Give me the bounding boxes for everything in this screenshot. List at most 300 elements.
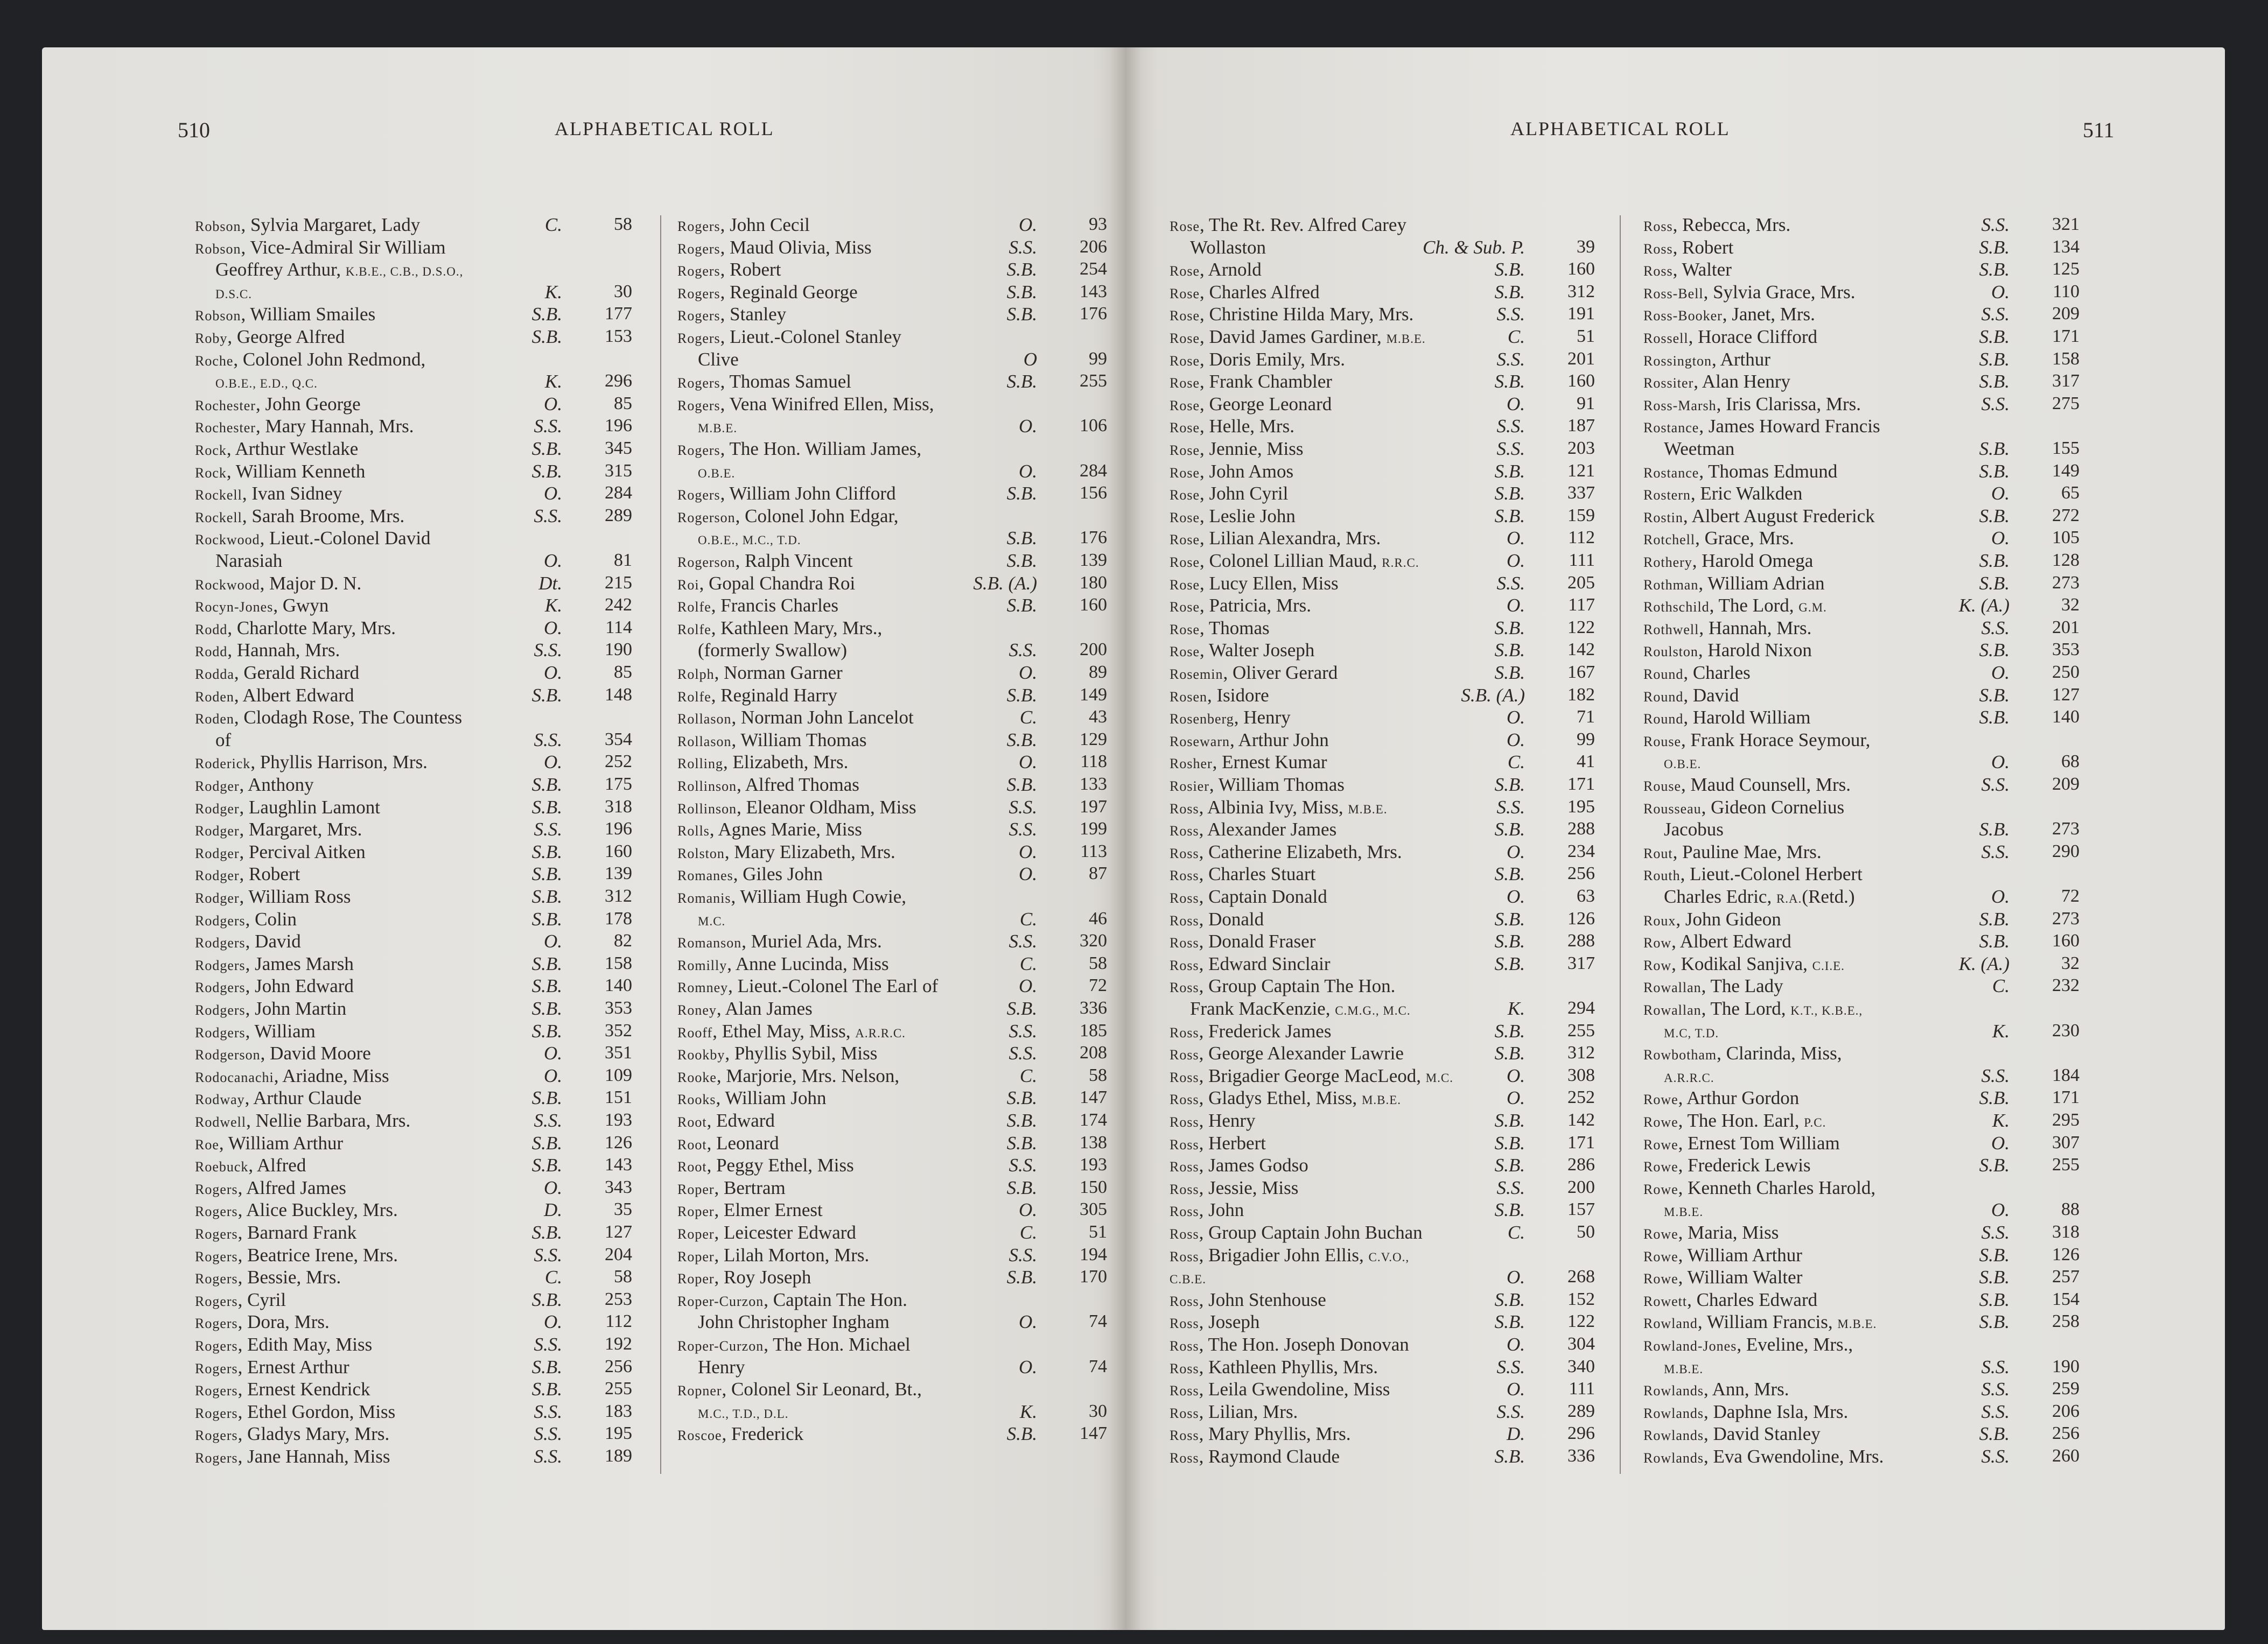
- page-ref: 147: [1080, 1423, 1107, 1444]
- entry-name: [1170, 617, 1270, 639]
- page-ref: 192: [605, 1334, 632, 1354]
- roll-entry: [195, 1357, 632, 1379]
- given-names: , The Hon. Michael: [764, 1334, 911, 1355]
- page-ref: 203: [1567, 438, 1595, 458]
- given-names: , George Leonard: [1200, 393, 1332, 414]
- roll-entry: [195, 931, 632, 953]
- roll-entry: [1170, 259, 1595, 282]
- award-class: O.: [1018, 214, 1037, 235]
- surname: Rostin: [1643, 509, 1683, 525]
- entry-name: [195, 909, 297, 930]
- page-ref: 65: [2061, 483, 2080, 503]
- page-ref: 87: [1089, 863, 1107, 884]
- entry-name: [1170, 797, 1387, 818]
- page-ref: 41: [1577, 751, 1595, 772]
- roll-entry: [677, 483, 1107, 505]
- given-names: , Colonel John Redmond,: [233, 348, 426, 370]
- entry-name: [677, 1245, 869, 1266]
- roll-entry: [1170, 1267, 1595, 1289]
- roll-entry: [1643, 819, 2080, 841]
- entry-name: [677, 1177, 786, 1199]
- surname: Rolph: [677, 666, 715, 682]
- surname: Rose: [1170, 644, 1200, 660]
- roll-entry: [677, 953, 1107, 976]
- page-ref: 93: [1089, 214, 1107, 234]
- award-class: O.: [1018, 975, 1037, 997]
- entry-name: [195, 304, 375, 325]
- page-ref: 106: [1080, 416, 1107, 436]
- entry-name: [1170, 1065, 1453, 1087]
- entry-name: [1170, 1110, 1256, 1132]
- entry-name: [677, 1334, 911, 1355]
- roll-entry: [1643, 505, 2080, 528]
- surname: Rosemin: [1170, 666, 1223, 682]
- award-class: S.B.: [1494, 662, 1525, 683]
- surname: Rock: [195, 442, 227, 458]
- entry-name: [1643, 1155, 1811, 1176]
- honours: M.B.E.: [1386, 332, 1426, 346]
- award-class: O.: [1506, 841, 1525, 862]
- roll-entry: [1643, 438, 2080, 461]
- surname: Ross: [1170, 823, 1199, 839]
- roll-entry: [1643, 1110, 2080, 1133]
- award-class: C.: [1507, 751, 1525, 773]
- roll-entry: [195, 685, 632, 707]
- given-names: , Elmer Ernest: [714, 1199, 823, 1221]
- entry-name: [677, 528, 801, 549]
- roll-entry: [1170, 1110, 1595, 1133]
- roll-entry: [1170, 819, 1595, 841]
- surname: Romanson: [677, 935, 742, 951]
- entry-name: [677, 886, 906, 908]
- given-names: , Thomas Edmund: [1699, 460, 1838, 482]
- award-class: S.B.: [531, 1289, 562, 1310]
- roll-entry: [1643, 1065, 2080, 1088]
- award-class: Dt.: [538, 572, 562, 594]
- page-ref: 180: [1080, 572, 1107, 593]
- given-names: , William Adrian: [1698, 572, 1825, 594]
- roll-entry: [677, 863, 1107, 886]
- entry-name: [677, 662, 843, 684]
- roll-entry: [677, 1379, 1107, 1401]
- entry-name: [1170, 282, 1320, 303]
- honours: M.C.: [698, 914, 726, 928]
- award-class: C.: [1019, 707, 1037, 728]
- surname: Rossiter: [1643, 375, 1694, 391]
- award-class: S.B.: [1494, 460, 1525, 482]
- entry-name: [195, 505, 404, 527]
- surname: Rodger: [195, 890, 240, 906]
- surname: Rogers: [677, 219, 720, 234]
- surname: Rogers: [677, 241, 720, 257]
- entry-name: [677, 1401, 789, 1423]
- entry-name: [677, 1222, 856, 1243]
- page-ref: 308: [1567, 1065, 1595, 1085]
- given-names: , Clodagh Rose, The Countess: [234, 707, 463, 728]
- page-ref: 63: [1577, 886, 1595, 906]
- entry-name: [1170, 729, 1329, 751]
- roll-entry: [1170, 1043, 1595, 1065]
- award-class: S.B.: [531, 886, 562, 907]
- entry-name: [677, 617, 882, 639]
- page-ref: 156: [1080, 483, 1107, 503]
- roll-entry: [1643, 483, 2080, 505]
- roll-entry: [1170, 1065, 1595, 1088]
- award-class: S.B.: [1494, 1043, 1525, 1064]
- surname: Rostern: [1643, 487, 1691, 503]
- given-names: , Frederick: [722, 1423, 804, 1445]
- entry-name: [677, 774, 859, 796]
- given-names: , Walter Joseph: [1200, 640, 1315, 661]
- surname: Rooff: [677, 1024, 713, 1041]
- page-ref: 143: [1080, 281, 1107, 301]
- roll-entry: [1643, 1357, 2080, 1379]
- entry-name: [677, 259, 781, 280]
- award-class: S.S.: [534, 729, 562, 750]
- award-class: S.B.: [1006, 1087, 1037, 1109]
- award-class: C.: [1019, 908, 1037, 930]
- surname: Rogers: [677, 442, 720, 458]
- roll-entry: [1643, 975, 2080, 998]
- entry-name: [195, 751, 428, 773]
- surname: Rouse: [1643, 778, 1681, 794]
- surname: Rollinson: [677, 800, 737, 817]
- roll-entry: [677, 662, 1107, 685]
- given-names: , Lieut.-Colonel Stanley: [720, 326, 901, 347]
- surname: Roper: [677, 1271, 715, 1287]
- page-ref: 190: [605, 640, 632, 660]
- roll-entry: [1170, 1021, 1595, 1043]
- surname: Ross-Marsh: [1643, 397, 1717, 413]
- award-class: S.S.: [1009, 1244, 1037, 1266]
- surname: Ross: [1170, 1181, 1199, 1197]
- entry-name: [195, 998, 346, 1020]
- award-class: S.B.: [1979, 684, 2010, 706]
- page-ref: 336: [1567, 1446, 1595, 1466]
- entry-name: [1643, 416, 1880, 437]
- award-class: S.B.: [1494, 953, 1525, 974]
- given-names: , James Marsh: [245, 953, 354, 974]
- roll-entry: [1643, 394, 2080, 416]
- roll-entry: [1643, 841, 2080, 864]
- page-ref: 134: [2052, 236, 2080, 257]
- surname: Rostance: [1643, 420, 1699, 436]
- given-names: , Francis Charles: [711, 595, 838, 616]
- page-ref: 200: [1080, 640, 1107, 660]
- surname: Rogers: [195, 1405, 238, 1421]
- given-names: , James Howard Francis: [1699, 416, 1880, 437]
- roll-entry: [1170, 1446, 1595, 1469]
- surname: Roper-Curzon: [677, 1293, 764, 1309]
- page-ref: 307: [2052, 1132, 2080, 1153]
- page-ref: 312: [1567, 1043, 1595, 1063]
- given-names: , Jessie, Miss: [1199, 1177, 1299, 1198]
- page-ref: 196: [605, 416, 632, 436]
- page-ref: 253: [605, 1289, 632, 1309]
- entry-name: [677, 573, 855, 594]
- page-ref: 155: [2052, 438, 2080, 458]
- entry-name: [677, 1110, 775, 1132]
- page-ref: 289: [605, 505, 632, 525]
- page-ref: 72: [2061, 886, 2080, 906]
- surname: Rochester: [195, 397, 256, 413]
- given-names: , Horace Clifford: [1688, 326, 1817, 347]
- award-class: K. (A.): [1958, 953, 2010, 974]
- entry-name: [195, 1021, 316, 1042]
- given-names: , Rebecca, Mrs.: [1672, 214, 1791, 235]
- surname: Roper: [677, 1248, 715, 1264]
- surname: Ross: [1170, 980, 1199, 996]
- page-ref: 190: [2052, 1356, 2080, 1376]
- entry-name: [677, 461, 735, 482]
- given-names: , Vice-Admiral Sir William: [241, 236, 446, 258]
- given-names: , Walter: [1672, 259, 1732, 280]
- page-ref: 200: [1567, 1177, 1595, 1197]
- surname: Roper: [677, 1226, 715, 1242]
- page-ref: 354: [605, 729, 632, 749]
- surname: Rodgers: [195, 957, 246, 973]
- given-names: , Beatrice Irene, Mrs.: [237, 1244, 398, 1266]
- roll-entry: [1643, 774, 2080, 797]
- given-names: , Maria, Miss: [1678, 1222, 1779, 1243]
- surname: Round: [1643, 688, 1684, 705]
- page-ref: 321: [2052, 214, 2080, 234]
- surname: Rochester: [195, 420, 256, 436]
- given-names: , Christine Hilda Mary, Mrs.: [1200, 304, 1414, 325]
- entry-name: [1170, 1043, 1404, 1064]
- entry-name: [195, 841, 366, 863]
- roll-entry: [677, 438, 1107, 461]
- entry-name: [195, 1133, 343, 1154]
- surname: Rookby: [677, 1047, 725, 1063]
- roll-entry: [677, 1021, 1107, 1043]
- roll-entry: [1643, 1311, 2080, 1334]
- surname: Rowe: [1643, 1092, 1678, 1108]
- page-ref: 32: [2061, 953, 2080, 973]
- award-class: K.: [1019, 1401, 1037, 1422]
- page-ref: 260: [2052, 1446, 2080, 1466]
- entry-name: [677, 1199, 823, 1221]
- surname: Ross: [1170, 1159, 1199, 1175]
- given-names: , Kodikal Sanjiva,: [1671, 953, 1812, 974]
- award-class: O.: [543, 483, 562, 504]
- given-names: , John Stenhouse: [1199, 1289, 1326, 1310]
- page-ref: 272: [2052, 505, 2080, 525]
- page-ref: 273: [2052, 908, 2080, 929]
- award-class: C.: [544, 1267, 562, 1288]
- entry-name: [677, 483, 896, 504]
- page-ref: 205: [1567, 572, 1595, 593]
- award-class: O.: [1506, 528, 1525, 549]
- surname: Rogers: [677, 331, 720, 346]
- roll-entry: [1643, 886, 2080, 909]
- page-ref: 88: [2061, 1199, 2080, 1220]
- award-class: S.B.: [1494, 640, 1525, 661]
- page-ref: 174: [1080, 1110, 1107, 1130]
- surname: Rose: [1170, 442, 1200, 458]
- roll-entry: [1643, 640, 2080, 662]
- award-class: O: [1023, 348, 1037, 370]
- roll-entry: [1643, 1379, 2080, 1401]
- page-ref: 139: [605, 863, 632, 884]
- given-names: , Ethel May, Miss,: [712, 1020, 856, 1042]
- entry-name: [1643, 1245, 1802, 1266]
- page-ref: 284: [605, 483, 632, 503]
- page-ref: 201: [2052, 617, 2080, 637]
- page-ref: 315: [605, 460, 632, 481]
- page-ref: 345: [605, 438, 632, 458]
- given-names: , The Lord,: [1709, 595, 1799, 616]
- award-class: O.: [1018, 416, 1037, 437]
- given-names: , Grace, Mrs.: [1695, 528, 1794, 549]
- surname: Ross: [1170, 912, 1199, 929]
- award-class: S.S.: [1496, 304, 1525, 325]
- given-names: , William Thomas: [1209, 774, 1345, 795]
- surname: Rockwood: [195, 577, 260, 593]
- entry-name: [1170, 953, 1331, 975]
- roll-entry: [195, 1021, 632, 1043]
- surname: Ross: [1170, 890, 1199, 906]
- roll-entry: [195, 1379, 632, 1401]
- award-class: O.: [1991, 281, 2010, 303]
- page-ref: 117: [1568, 595, 1595, 615]
- given-names: , Albert August Frederick: [1683, 505, 1875, 526]
- honours: M.B.E.: [1837, 1317, 1877, 1331]
- roll-entry: [195, 349, 632, 371]
- award-class: S.B.: [1006, 1132, 1037, 1154]
- award-class: S.B.: [1979, 460, 2010, 482]
- page-ref: 352: [605, 1020, 632, 1041]
- page-ref: 160: [1567, 259, 1595, 279]
- award-class: K.: [544, 281, 562, 303]
- roll-entry: [677, 1133, 1107, 1155]
- surname: Romilly: [677, 957, 727, 973]
- page-ref: 160: [2052, 931, 2080, 951]
- entry-name: [1643, 1199, 1703, 1221]
- roll-entry: [1170, 573, 1595, 595]
- roll-entry: [195, 1245, 632, 1267]
- surname: Rothman: [1643, 577, 1699, 593]
- surname: Root: [677, 1159, 707, 1175]
- award-class: S.B.: [1494, 483, 1525, 504]
- surname: Rodgers: [195, 1024, 246, 1041]
- surname: Rossington: [1643, 353, 1712, 369]
- page-ref: 353: [2052, 640, 2080, 660]
- given-names: , Phyllis Sybil, Miss: [725, 1043, 878, 1064]
- surname: Routh: [1643, 868, 1681, 884]
- award-class: O.: [543, 1065, 562, 1086]
- roll-entry: [677, 349, 1107, 371]
- entry-name: [677, 237, 872, 258]
- given-names: , Barnard Frank: [237, 1222, 357, 1243]
- given-names: , The Hon. Earl,: [1678, 1110, 1804, 1131]
- given-names: , Giles John: [733, 863, 823, 885]
- entry-name: [195, 528, 431, 549]
- award-class: S.B.: [1494, 1155, 1525, 1176]
- given-names: , Muriel Ada, Mrs.: [741, 931, 882, 952]
- given-names: , Sylvia Grace, Mrs.: [1703, 281, 1856, 303]
- given-names: , Leila Gwendoline, Miss: [1199, 1379, 1390, 1400]
- roll-entry: [1643, 1133, 2080, 1155]
- page-ref: 296: [605, 371, 632, 391]
- award-class: O.: [543, 1311, 562, 1333]
- roll-entry: [195, 774, 632, 797]
- page-ref: 250: [2052, 662, 2080, 682]
- award-class: S.B.: [1979, 259, 2010, 280]
- roll-entry: [1643, 909, 2080, 931]
- entry-name: [195, 1222, 356, 1243]
- surname: Rowe: [1643, 1114, 1678, 1130]
- roll-entry: [195, 863, 632, 886]
- roll-entry: [677, 1334, 1107, 1357]
- entry-name: [1170, 259, 1262, 280]
- honours: M.B.E.: [1664, 1205, 1704, 1219]
- roll-entry: [195, 909, 632, 931]
- page-ref: 199: [1080, 819, 1107, 839]
- given-names: , Ann, Mrs.: [1704, 1379, 1789, 1400]
- entry-name: [677, 1065, 899, 1087]
- award-class: S.B.: [1006, 1267, 1037, 1288]
- roll-entry: [1643, 617, 2080, 640]
- award-class: O.: [1991, 886, 2010, 907]
- roll-entry: [1643, 1401, 2080, 1424]
- entry-name: [1170, 237, 1266, 258]
- surname: Ross: [1170, 1069, 1199, 1085]
- name-text: Geoffrey Arthur,: [215, 259, 346, 280]
- page-ref: 351: [605, 1043, 632, 1063]
- roll-entry: [677, 595, 1107, 617]
- roll-entry: [195, 751, 632, 774]
- surname: Roney: [677, 1002, 717, 1018]
- surname: Rodgers: [195, 912, 246, 929]
- given-names: , Frank Horace Seymour,: [1681, 729, 1871, 750]
- award-class: O.: [1506, 1334, 1525, 1355]
- given-names: , Gladys Ethel, Miss,: [1199, 1087, 1362, 1109]
- page-ref: 140: [605, 975, 632, 996]
- page-ref: 89: [1089, 662, 1107, 682]
- page-ref: 32: [2061, 595, 2080, 615]
- page-ref: 171: [1567, 1132, 1595, 1153]
- roll-entry: [195, 595, 632, 617]
- surname: Rodd: [195, 621, 228, 637]
- award-class: S.B.: [1494, 1199, 1525, 1221]
- award-class: S.B.: [1979, 819, 2010, 840]
- surname: Rothery: [1643, 554, 1692, 570]
- entry-name: [1643, 841, 1822, 863]
- given-names: , Ernest Tom William: [1678, 1132, 1840, 1154]
- given-names: , Charles: [1683, 662, 1751, 683]
- award-class: S.B.: [531, 438, 562, 459]
- award-class: O.: [1506, 707, 1525, 728]
- given-names: , Henry: [1199, 1110, 1256, 1131]
- given-names: , John Cecil: [720, 214, 810, 235]
- honours: C.B.E.: [1170, 1273, 1206, 1287]
- entry-name: [677, 394, 934, 415]
- surname: Rose: [1170, 532, 1200, 548]
- given-names: , William Hugh Cowie,: [731, 886, 907, 907]
- award-class: S.B.: [531, 998, 562, 1019]
- roll-entry: [1170, 886, 1595, 909]
- roll-entry: [1643, 1021, 2080, 1043]
- given-names: , Leonard: [706, 1132, 779, 1154]
- award-class: O.: [543, 1177, 562, 1198]
- given-names: , Albinia Ivy, Miss,: [1199, 796, 1348, 818]
- roll-entry: [1643, 595, 2080, 617]
- surname: Rogers: [195, 1316, 238, 1332]
- award-class: S.B.: [1494, 774, 1525, 795]
- page-ref: 197: [1080, 796, 1107, 817]
- page-ref: 230: [2052, 1020, 2080, 1041]
